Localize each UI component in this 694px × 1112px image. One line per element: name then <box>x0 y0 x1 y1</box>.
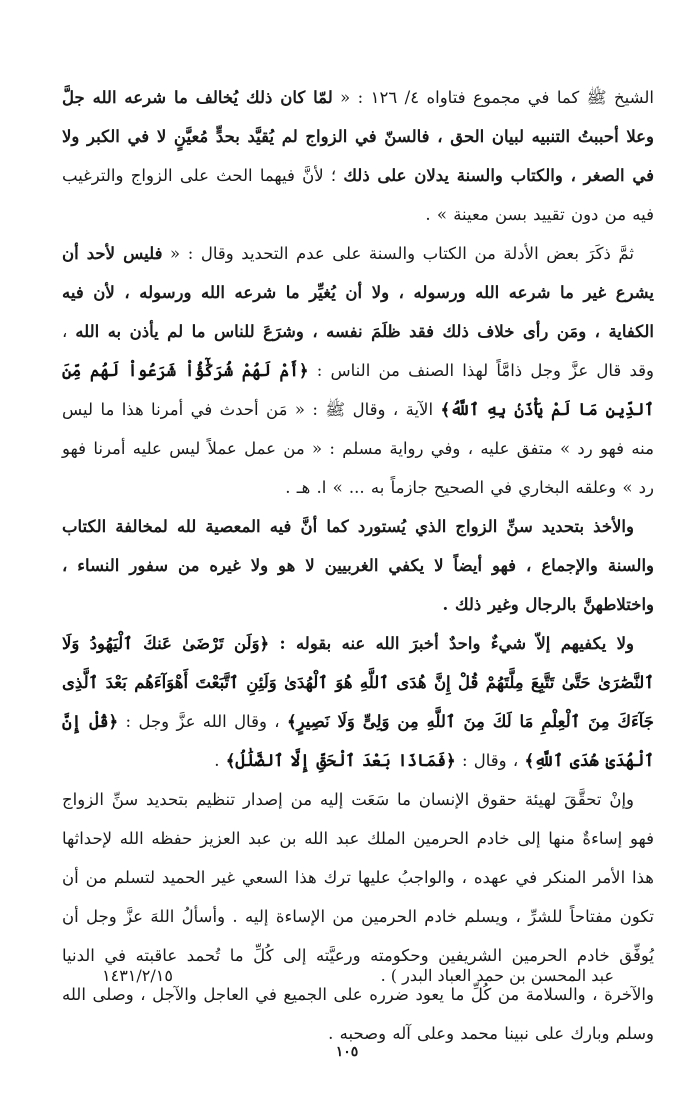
p4-quran-verse-2: ﴿قُلْ إِنَّ ٱلْهُدَىٰ هُدَى ٱللَّهِ﴾ <box>62 712 654 770</box>
p2-quran-verse: ﴿أَمْ لَهُمْ شُرَكَٰٓؤُاْ شَرَعُواْ لَهُم مِّنَ ٱلدِّينِ مَا لَمْ يَأْذَنۢ بِهِ ٱللَّهُ﴾ <box>62 361 654 419</box>
p4-connector-1: ، وقال الله عزَّ وجل : <box>118 712 287 731</box>
p4-intro: ولا يكفيهم إلاّ شيءٌ واحدٌ أخبرَ الله عنه بقوله : <box>269 634 635 653</box>
p2-tail: الآية ، وقال ﷺ : « مَن أحدث في أمرنا هذا ما ليس منه فهو رد » متفق عليه ، وفي رواية مسلم : « من عمل عملاً ليس عليه أمرنا فهو رد » وعلقه البخاري في الصحيح جازماً به ... » ا. هـ . <box>62 400 654 497</box>
p1-intro: الشيخ ﷺ كما في مجموع فتاواه ٤/ ١٢٦ : « <box>332 88 654 107</box>
paragraph-4 <box>62 624 654 780</box>
paragraph-3 <box>62 507 654 624</box>
p2-intro: ثمَّ ذكَرَ بعض الأدلة من الكتاب والسنة على عدم التحديد وقال : « <box>162 244 635 263</box>
paragraph-2 <box>62 234 654 507</box>
p4-quran-verse-1: ﴿وَلَن تَرْضَىٰ عَنكَ ٱلْيَهُودُ وَلَا ٱلنَّصَٰرَىٰ حَتَّىٰ تَتَّبِعَ مِلَّتَهُمْ قُلْ إِنَّ هُدَى ٱللَّهِ هُوَ ٱلْهُدَىٰ وَلَئِنِ ٱتَّبَعْتَ أَهْوَآءَهُم بَعْدَ ٱلَّذِى جَآءَكَ مِنَ ٱلْعِلْمِ مَا لَكَ مِنَ ٱللَّهِ مِن وَلِىٍّ وَلَا نَصِيرٍ﴾ <box>62 634 654 731</box>
p4-connector-2: ، وقال : <box>455 751 525 770</box>
page-number: ١٠٥ <box>335 1044 359 1060</box>
signature-row <box>62 966 654 985</box>
p2-middle: ، وقد قال عزَّ وجل ذامَّاً لهذا الصنف من الناس : <box>62 322 654 380</box>
p5-text: وإنْ تحقَّقَ لهيئة حقوق الإنسان ما سَعَت إليه من إصدار تنظيم بتحديد سنِّ الزواج فهو إساءةٌ منها إلى خادم الحرمين الملك عبد الله بن عبد العزيز حفظه الله لإحداثها هذا الأمر المنكر في عهده ، والواجبُ عليها ترك هذا السعي غير الحميد لتسلم من أن تكون مفتاحاً للشرِّ ، ويسلم خادم الحرمين من الإساءة إليه . وأسألُ اللهَ عزَّ وجل أن يُوفِّق خادم الحرمين الشريفين وحكومته ورعيَّته إلى كُلِّ ما تُحمد عاقبته في الدنيا والآخرة ، والسلامة من كُلِّ ما يعود ضرره على الجميع في العاجل والآجل ، وصلى الله وسلم وبارك على نبينا محمد وعلى آله وصحبه . <box>62 790 654 1043</box>
author-signature: عبد المحسن بن حمد العباد البدر ) . <box>380 966 614 985</box>
p1-quote-bold: لمّا كان ذلك يُخالف ما شرعه الله جلَّ وعلا أحببتُ التنبيه لبيان الحق ، فالسنّ في الزواج لم يُقيَّد بحدٍّ مُعيَّنٍ لا في الكبر ولا في الصغر ، والكتاب والسنة يدلان على ذلك <box>62 88 654 185</box>
p1-tail: ؛ لأنَّ فيهما الحث على الزواج والترغيب فيه من دون تقييد بسن معينة » . <box>62 166 654 224</box>
p3-text: والأخذ بتحديد سنِّ الزواج الذي يُستورد كما أنَّ فيه المعصية لله لمخالفة الكتاب والسنة والإجماع ، فهو أيضاً لا يكفي الغربيين لا هو ولا غيره من سفور النساء ، واختلاطهنَّ بالرجال وغير ذلك . <box>62 517 654 614</box>
paragraph-1 <box>62 78 654 234</box>
signature-date: ١٤٣١/٢/١٥ <box>102 966 173 985</box>
p4-end: . <box>214 751 226 770</box>
p2-quote-bold: فليس لأحد أن يشرع غير ما شرعه الله ورسوله ، ولا أن يُغيِّر ما شرعه الله ورسوله ، لأن فيه الكفاية ، ومَن رأى خلاف ذلك فقد ظلَمَ نفسه ، وشرَعَ للناس ما لم يأذن به الله <box>62 244 654 341</box>
paragraph-5 <box>62 780 654 1053</box>
p4-quran-verse-3: ﴿فَمَاذَا بَعْدَ ٱلْحَقِّ إِلَّا ٱلضَّلَٰلُ﴾ <box>225 751 456 770</box>
body-text <box>62 78 654 1053</box>
